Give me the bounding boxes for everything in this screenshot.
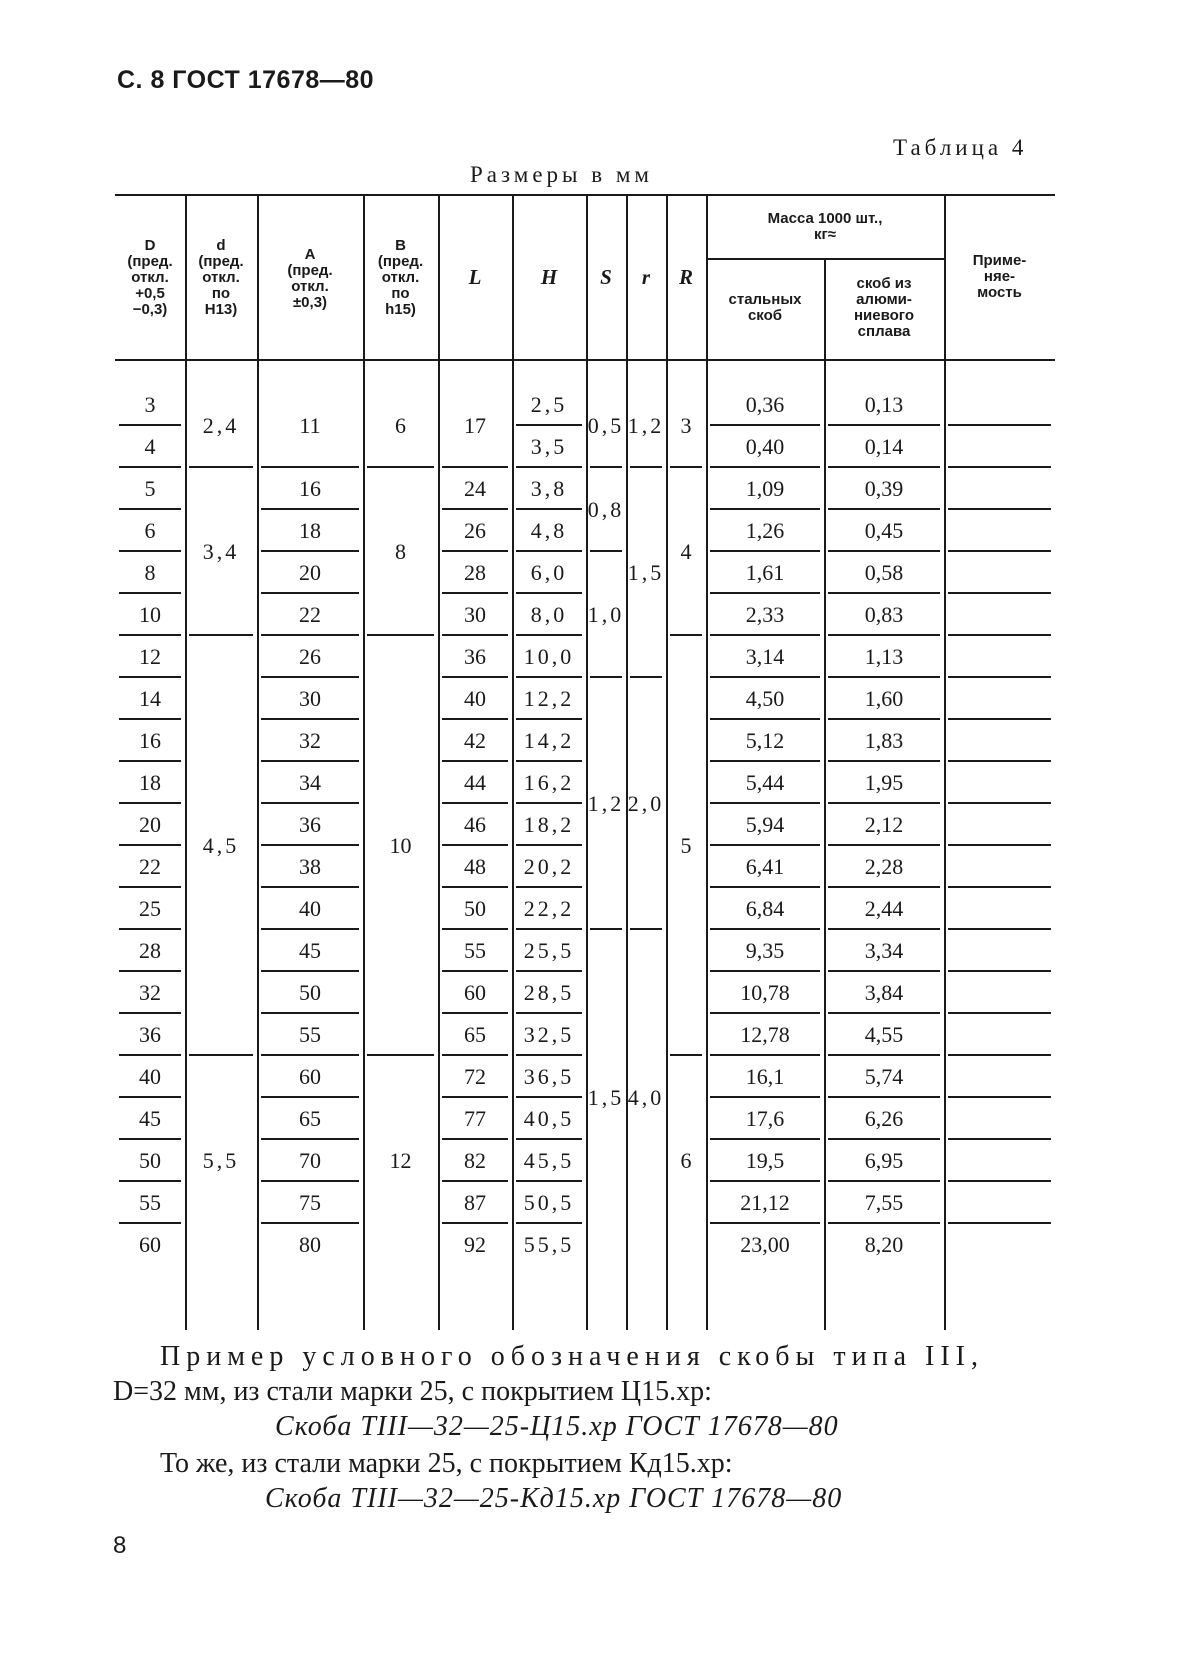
cell-H: 8,0 bbox=[530, 602, 568, 627]
cell-H: 40,5 bbox=[523, 1106, 575, 1131]
units-caption: Размеры в мм bbox=[470, 162, 653, 187]
table-label: Таблица 4 bbox=[893, 135, 1028, 160]
row-rule bbox=[948, 1096, 1051, 1098]
cell-A: 26 bbox=[299, 644, 321, 669]
cell-D: 10 bbox=[139, 602, 161, 627]
cell-L: 42 bbox=[464, 728, 486, 753]
col-header-B: B (пред. откл. по h15) bbox=[377, 237, 424, 318]
cell-mass-alu: 0,14 bbox=[864, 434, 904, 459]
cell-A: 80 bbox=[299, 1232, 321, 1257]
cell-mass-steel: 12,78 bbox=[740, 1022, 790, 1047]
cell-mass-steel: 5,12 bbox=[745, 728, 785, 753]
cell-mass-alu: 1,13 bbox=[864, 644, 904, 669]
example-designation-2: Скоба ТIII—32—25-Кд15.хр ГОСТ 17678—80 bbox=[265, 1483, 843, 1514]
cell-D: 36 bbox=[139, 1022, 161, 1047]
cell-d-merged: 5,5 bbox=[202, 1148, 240, 1173]
cell-D: 18 bbox=[139, 770, 161, 795]
cell-L: 44 bbox=[464, 770, 486, 795]
cell-L: 87 bbox=[464, 1190, 486, 1215]
cell-A: 36 bbox=[299, 812, 321, 837]
cell-mass-alu: 1,60 bbox=[864, 686, 904, 711]
col-header-usage: Приме- няе- мость bbox=[972, 251, 1027, 301]
col-header-S: S bbox=[600, 264, 612, 289]
cell-mass-steel: 19,5 bbox=[745, 1148, 785, 1173]
cell-A-merged: 11 bbox=[299, 413, 321, 438]
cell-D: 20 bbox=[139, 812, 161, 837]
cell-mass-alu: 6,26 bbox=[864, 1106, 904, 1131]
cell-A: 22 bbox=[299, 602, 321, 627]
row-rule bbox=[948, 1222, 1051, 1224]
cell-mass-steel: 3,14 bbox=[745, 644, 785, 669]
example-designation-1: Скоба ТIII—32—25-Ц15.хр ГОСТ 17678—80 bbox=[275, 1411, 839, 1442]
cell-mass-alu: 3,34 bbox=[864, 938, 904, 963]
cell-S-merged: 1,5 bbox=[587, 1085, 625, 1110]
cell-L: 28 bbox=[464, 560, 486, 585]
cell-D: 12 bbox=[139, 644, 161, 669]
cell-mass-alu: 0,58 bbox=[864, 560, 904, 585]
cell-mass-steel: 5,44 bbox=[745, 770, 785, 795]
cell-mass-alu: 0,45 bbox=[864, 518, 904, 543]
row-rule bbox=[948, 508, 1051, 510]
cell-mass-alu: 2,44 bbox=[864, 896, 904, 921]
column-rule bbox=[944, 194, 946, 1330]
cell-D: 55 bbox=[139, 1190, 161, 1215]
cell-mass-steel: 9,35 bbox=[745, 938, 785, 963]
cell-d-merged: 4,5 bbox=[202, 833, 240, 858]
cell-R-merged: 4 bbox=[680, 539, 692, 564]
example-line-2: D=32 мм, из стали марки 25, с покрытием Ц15.хр: bbox=[113, 1376, 712, 1407]
col-header-H: H bbox=[540, 264, 558, 289]
cell-mass-alu: 4,55 bbox=[864, 1022, 904, 1047]
cell-mass-steel: 1,26 bbox=[745, 518, 785, 543]
cell-A: 60 bbox=[299, 1064, 321, 1089]
cell-R-merged: 3 bbox=[680, 413, 692, 438]
col-header-mass-steel: стальных скоб bbox=[728, 291, 802, 324]
row-rule bbox=[948, 928, 1051, 930]
cell-H: 22,2 bbox=[523, 896, 575, 921]
cell-mass-alu: 3,84 bbox=[864, 980, 904, 1005]
cell-L: 36 bbox=[464, 644, 486, 669]
cell-A: 45 bbox=[299, 938, 321, 963]
cell-A: 75 bbox=[299, 1190, 321, 1215]
cell-L: 46 bbox=[464, 812, 486, 837]
cell-mass-alu: 1,95 bbox=[864, 770, 904, 795]
cell-D: 60 bbox=[139, 1232, 161, 1257]
cell-L: 92 bbox=[464, 1232, 486, 1257]
cell-A: 55 bbox=[299, 1022, 321, 1047]
cell-A: 50 bbox=[299, 980, 321, 1005]
col-header-R: R bbox=[678, 264, 693, 289]
cell-mass-steel: 6,41 bbox=[745, 854, 785, 879]
row-rule bbox=[948, 1054, 1051, 1056]
col-header-d: d (пред. откл. по H13) bbox=[198, 237, 244, 318]
cell-mass-steel: 0,36 bbox=[745, 392, 785, 417]
cell-H: 28,5 bbox=[523, 980, 575, 1005]
cell-mass-steel: 10,78 bbox=[740, 980, 790, 1005]
row-rule bbox=[948, 592, 1051, 594]
row-rule bbox=[948, 1138, 1051, 1140]
cell-D: 25 bbox=[139, 896, 161, 921]
cell-D: 28 bbox=[139, 938, 161, 963]
cell-B-merged: 8 bbox=[395, 539, 406, 564]
cell-H: 16,2 bbox=[523, 770, 575, 795]
row-rule bbox=[948, 844, 1051, 846]
cell-L: 82 bbox=[464, 1148, 486, 1173]
row-rule bbox=[948, 634, 1051, 636]
cell-B-merged: 10 bbox=[389, 833, 412, 858]
cell-d-merged: 2,4 bbox=[202, 413, 240, 438]
cell-S-merged: 1,2 bbox=[587, 791, 625, 816]
cell-D: 16 bbox=[139, 728, 161, 753]
cell-H: 2,5 bbox=[530, 392, 568, 417]
cell-H: 36,5 bbox=[523, 1064, 575, 1089]
cell-L: 55 bbox=[464, 938, 486, 963]
row-rule bbox=[948, 760, 1051, 762]
cell-D: 32 bbox=[139, 980, 161, 1005]
row-rule bbox=[948, 424, 1051, 426]
cell-H: 3,8 bbox=[530, 476, 568, 501]
example-line-4: То же, из стали марки 25, с покрытием Кд15.хр: bbox=[160, 1448, 733, 1479]
col-header-mass-alu: скоб из алюми- ниевого сплава bbox=[853, 275, 915, 340]
cell-r-merged: 4,0 bbox=[627, 1085, 665, 1110]
cell-A: 40 bbox=[299, 896, 321, 921]
cell-D: 6 bbox=[144, 518, 156, 543]
cell-L: 48 bbox=[464, 854, 486, 879]
cell-B-merged: 6 bbox=[395, 413, 406, 438]
header-bottom-rule bbox=[115, 359, 1055, 361]
cell-H: 14,2 bbox=[523, 728, 575, 753]
cell-mass-alu: 0,83 bbox=[864, 602, 904, 627]
cell-L-merged: 17 bbox=[464, 413, 486, 438]
cell-A: 65 bbox=[299, 1106, 321, 1131]
cell-L: 24 bbox=[464, 476, 486, 501]
cell-mass-steel: 6,84 bbox=[745, 896, 785, 921]
cell-mass-alu: 8,20 bbox=[864, 1232, 904, 1257]
cell-D: 3 bbox=[144, 392, 156, 417]
cell-S-merged: 1,0 bbox=[587, 602, 625, 627]
cell-A: 16 bbox=[299, 476, 321, 501]
cell-A: 34 bbox=[299, 770, 321, 795]
cell-mass-steel: 23,00 bbox=[740, 1232, 790, 1257]
cell-S-merged: 0,8 bbox=[587, 497, 625, 522]
cell-D: 14 bbox=[139, 686, 161, 711]
cell-H: 50,5 bbox=[523, 1190, 575, 1215]
cell-mass-alu: 2,12 bbox=[864, 812, 904, 837]
cell-L: 60 bbox=[464, 980, 486, 1005]
cell-mass-steel: 5,94 bbox=[745, 812, 785, 837]
cell-L: 40 bbox=[464, 686, 486, 711]
page-header: С. 8 ГОСТ 17678—80 bbox=[117, 66, 375, 94]
cell-A: 30 bbox=[299, 686, 321, 711]
cell-H: 3,5 bbox=[530, 434, 568, 459]
row-rule bbox=[948, 1180, 1051, 1182]
cell-H: 55,5 bbox=[523, 1232, 575, 1257]
cell-B-merged: 12 bbox=[389, 1148, 412, 1173]
cell-D: 4 bbox=[144, 434, 156, 459]
cell-D: 22 bbox=[139, 854, 161, 879]
cell-r-merged: 1,2 bbox=[627, 413, 665, 438]
cell-mass-alu: 1,83 bbox=[864, 728, 904, 753]
cell-L: 77 bbox=[464, 1106, 486, 1131]
cell-mass-alu: 0,13 bbox=[864, 392, 904, 417]
cell-R-merged: 6 bbox=[680, 1148, 692, 1173]
cell-S-merged: 0,5 bbox=[587, 413, 625, 438]
cell-r-merged: 2,0 bbox=[627, 791, 665, 816]
cell-H: 20,2 bbox=[523, 854, 575, 879]
cell-mass-steel: 0,40 bbox=[745, 434, 785, 459]
cell-H: 32,5 bbox=[523, 1022, 575, 1047]
cell-mass-alu: 7,55 bbox=[864, 1190, 904, 1215]
row-rule bbox=[948, 676, 1051, 678]
row-rule bbox=[948, 718, 1051, 720]
row-rule bbox=[948, 802, 1051, 804]
row-rule bbox=[948, 550, 1051, 552]
cell-A: 18 bbox=[299, 518, 321, 543]
col-header-mass: Масса 1000 шт., кг≈ bbox=[767, 210, 883, 243]
example-line-1: Пример условного обозначения скобы типа III, bbox=[160, 1341, 984, 1372]
cell-mass-steel: 17,6 bbox=[745, 1106, 785, 1131]
col-header-r: r bbox=[641, 264, 651, 289]
cell-L: 72 bbox=[464, 1064, 486, 1089]
cell-D: 40 bbox=[139, 1064, 161, 1089]
cell-R-merged: 5 bbox=[680, 833, 692, 858]
col-header-A: A (пред. откл. ±0,3) bbox=[287, 246, 333, 311]
cell-mass-alu: 0,39 bbox=[864, 476, 904, 501]
cell-A: 32 bbox=[299, 728, 321, 753]
cell-mass-steel: 16,1 bbox=[745, 1064, 785, 1089]
cell-H: 25,5 bbox=[523, 938, 575, 963]
cell-D: 5 bbox=[144, 476, 156, 501]
cell-L: 30 bbox=[464, 602, 486, 627]
col-header-D: D (пред. откл. +0,5 −0,3) bbox=[127, 237, 173, 318]
cell-mass-steel: 21,12 bbox=[740, 1190, 790, 1215]
cell-L: 65 bbox=[464, 1022, 486, 1047]
cell-r-merged: 1,5 bbox=[627, 560, 665, 585]
row-rule bbox=[948, 1012, 1051, 1014]
col-header-L: L bbox=[468, 264, 482, 289]
cell-L: 26 bbox=[464, 518, 486, 543]
cell-d-merged: 3,4 bbox=[202, 539, 240, 564]
cell-D: 45 bbox=[139, 1106, 161, 1131]
row-rule bbox=[948, 886, 1051, 888]
cell-mass-alu: 6,95 bbox=[864, 1148, 904, 1173]
cell-mass-steel: 1,09 bbox=[745, 476, 785, 501]
cell-mass-steel: 4,50 bbox=[745, 686, 785, 711]
cell-H: 6,0 bbox=[530, 560, 568, 585]
row-rule bbox=[948, 970, 1051, 972]
cell-H: 10,0 bbox=[523, 644, 575, 669]
cell-mass-alu: 2,28 bbox=[864, 854, 904, 879]
cell-H: 45,5 bbox=[523, 1148, 575, 1173]
cell-A: 20 bbox=[299, 560, 321, 585]
cell-D: 8 bbox=[144, 560, 156, 585]
cell-D: 50 bbox=[139, 1148, 161, 1173]
row-rule bbox=[948, 466, 1051, 468]
cell-H: 12,2 bbox=[523, 686, 575, 711]
cell-H: 18,2 bbox=[523, 812, 575, 837]
cell-mass-steel: 2,33 bbox=[745, 602, 785, 627]
dimensions-table bbox=[115, 194, 1055, 1330]
cell-L: 50 bbox=[464, 896, 486, 921]
cell-A: 38 bbox=[299, 854, 321, 879]
cell-A: 70 bbox=[299, 1148, 321, 1173]
page-number: 8 bbox=[113, 1532, 127, 1559]
cell-mass-steel: 1,61 bbox=[745, 560, 785, 585]
cell-mass-alu: 5,74 bbox=[864, 1064, 904, 1089]
cell-H: 4,8 bbox=[530, 518, 568, 543]
